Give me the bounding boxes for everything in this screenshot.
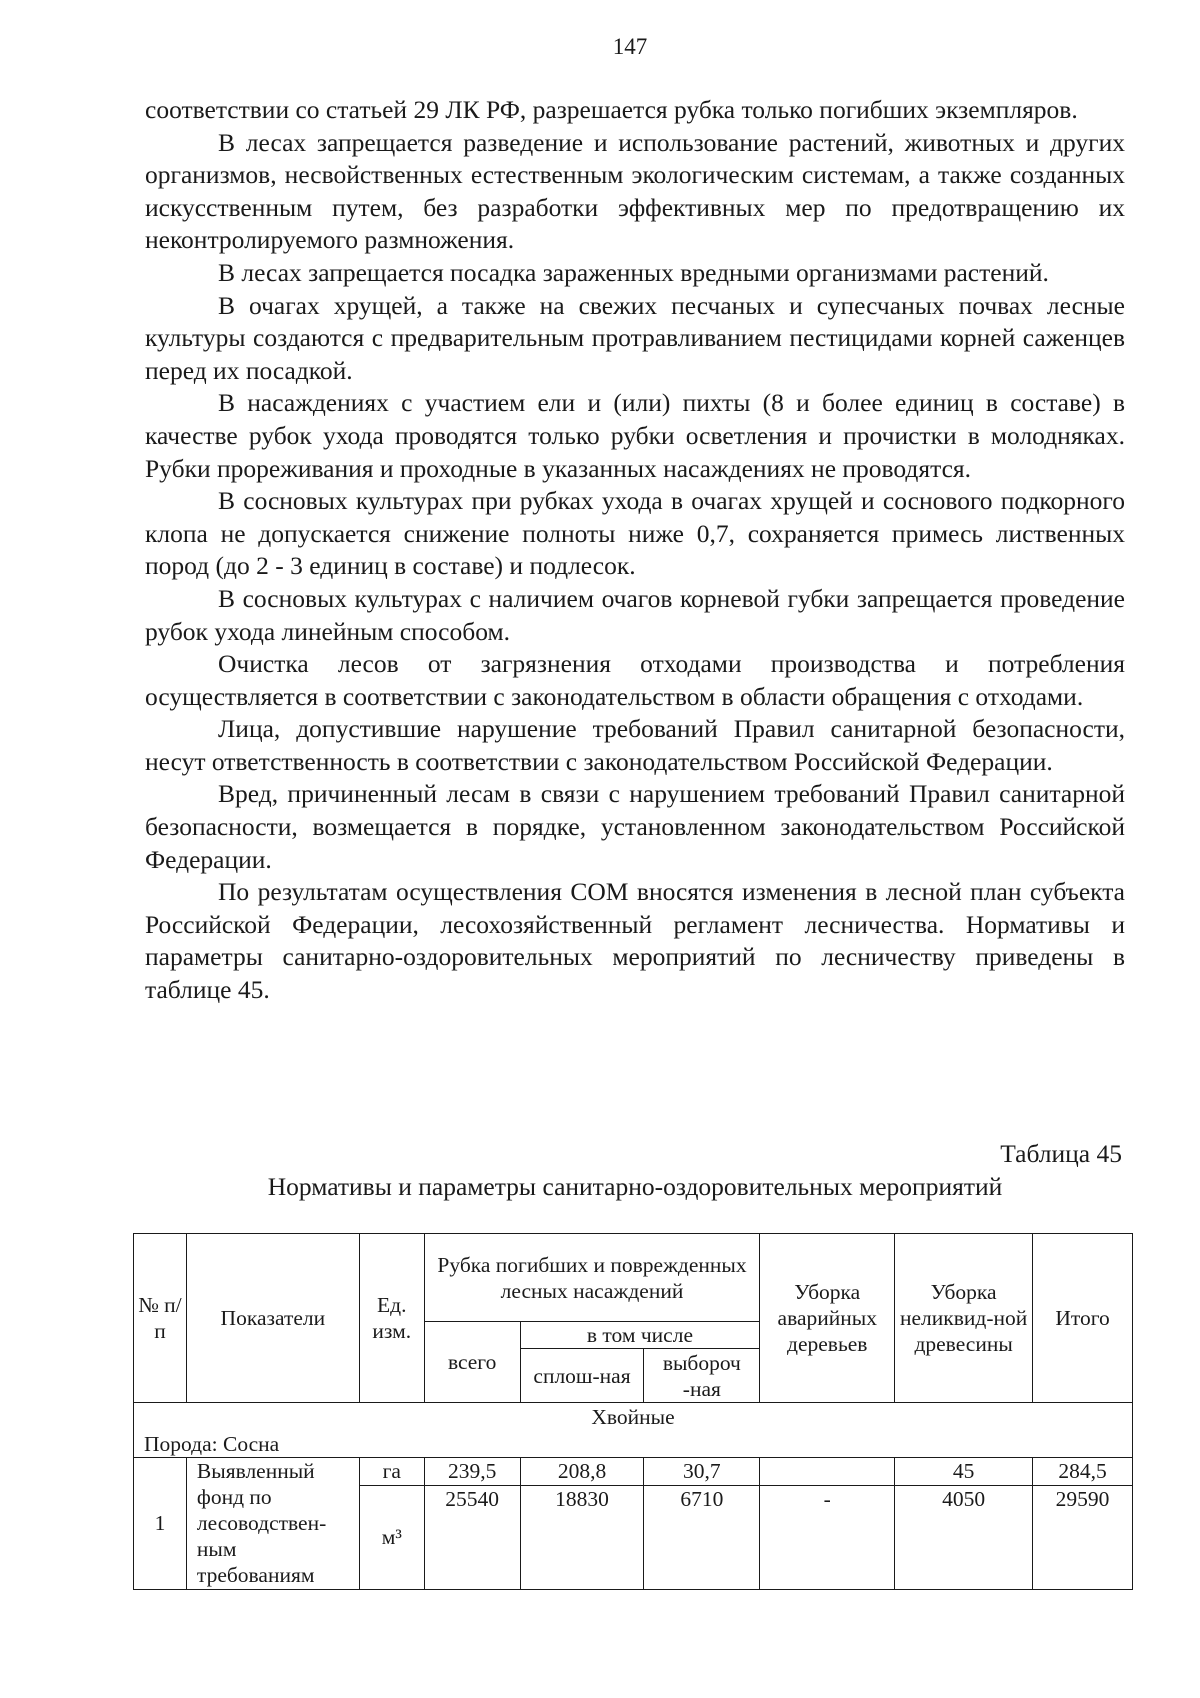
paragraph: В очагах хрущей, а также на свежих песчаных и супесчаных почвах лесные культуры создаются с предварительным протравливанием пестицидами корней саженцев перед их посадкой. (145, 290, 1125, 385)
header-emergency: Уборка аварийных деревьев (760, 1234, 895, 1403)
paragraph: В насаждениях с участием ели и (или) пихты (8 и более единиц в составе) в качестве рубок ухода проводятся только рубки осветления и прочистки в молодняках. Рубки прореживания и проходные в указанных насаждениях не проводятся. (145, 388, 1125, 483)
header-unit: Ед. изм. (359, 1234, 424, 1403)
header-clear: сплош-ная (520, 1349, 644, 1403)
species-row: Порода: Сосна (134, 1431, 1133, 1458)
paragraph: В сосновых культурах при рубках ухода в очагах хрущей и соснового подкорного клопа не допускается снижение полноты ниже 0,7, сохраняется примесь лиственных пород (до 2 - 3 единиц в составе) и подлесок. (145, 486, 1125, 581)
header-felling-total: всего (424, 1322, 520, 1403)
norms-table (133, 1233, 1133, 1590)
header-including: в том числе (520, 1322, 760, 1349)
cell-m3-clear: 18830 (520, 1485, 644, 1589)
row-indicator: Выявленный фонд по лесоводствен-ным требованиям (186, 1457, 359, 1589)
header-selective: выбороч -ная (644, 1349, 760, 1403)
body-text (145, 94, 1125, 1007)
cell-m3-illiquid: 4050 (895, 1485, 1033, 1589)
cell-m3-sum: 29590 (1033, 1485, 1133, 1589)
paragraph: По результатам осуществления СОМ вносятся изменения в лесной план субъекта Российской Федерации, лесохозяйственный регламент лесничества. Нормативы и параметры санитарно-оздоровительных мероприятий по лесничеству приведены в таблице 45. (145, 877, 1125, 1005)
cell-m3-emergency: - (760, 1485, 895, 1589)
row-num: 1 (134, 1457, 187, 1589)
header-indicator: Показатели (186, 1234, 359, 1403)
cell-ha-sum: 284,5 (1033, 1457, 1133, 1485)
cell-ha-total: 239,5 (424, 1457, 520, 1485)
cell-m3-selective: 6710 (644, 1485, 760, 1589)
cell-ha-emergency (760, 1457, 895, 1485)
unit-m3: м³ (359, 1485, 424, 1589)
paragraph: Лица, допустившие нарушение требований Правил санитарной безопасности, несут ответственность в соответствии с законодательством Российской Федерации. (145, 714, 1125, 776)
paragraph: В сосновых культурах с наличием очагов корневой губки запрещается проведение рубок ухода линейным способом. (145, 583, 1125, 646)
header-total: Итого (1033, 1234, 1133, 1403)
cell-ha-selective: 30,7 (644, 1457, 760, 1485)
table-title: Нормативы и параметры санитарно-оздоровительных мероприятий (267, 1172, 1003, 1201)
paragraph: В лесах запрещается посадка зараженных вредными организмами растений. (218, 257, 1049, 287)
page-number: 147 (612, 34, 648, 59)
header-felling: Рубка погибших и поврежденных лесных насаждений (424, 1234, 760, 1322)
paragraph: Вред, причиненный лесам в связи с нарушением требований Правил санитарной безопасности, возмещается в порядке, установленном законодательством Российской Федерации. (145, 779, 1125, 874)
paragraph: Очистка лесов от загрязнения отходами производства и потребления осуществляется в соответствии с законодательством в области обращения с отходами. (145, 649, 1125, 711)
cell-ha-illiquid: 45 (895, 1457, 1033, 1485)
header-num: № п/ п (134, 1234, 187, 1403)
paragraph: В лесах запрещается разведение и использование растений, животных и других организмов, несвойственных естественным экологическим системам, а также созданных искусственным путем, без разработки эффективных мер по предотвращению их неконтролируемого размножения. (145, 127, 1125, 255)
table-number: Таблица 45 (1000, 1139, 1122, 1168)
paragraph: соответствии со статьей 29 ЛК РФ, разрешается рубка только погибших экземпляров. (145, 95, 1078, 124)
unit-ha: га (359, 1457, 424, 1485)
cell-ha-clear: 208,8 (520, 1457, 644, 1485)
cell-m3-total: 25540 (424, 1485, 520, 1589)
group-row: Хвойные (134, 1403, 1133, 1431)
header-illiquid: Уборка неликвид-ной древесины (895, 1234, 1033, 1403)
